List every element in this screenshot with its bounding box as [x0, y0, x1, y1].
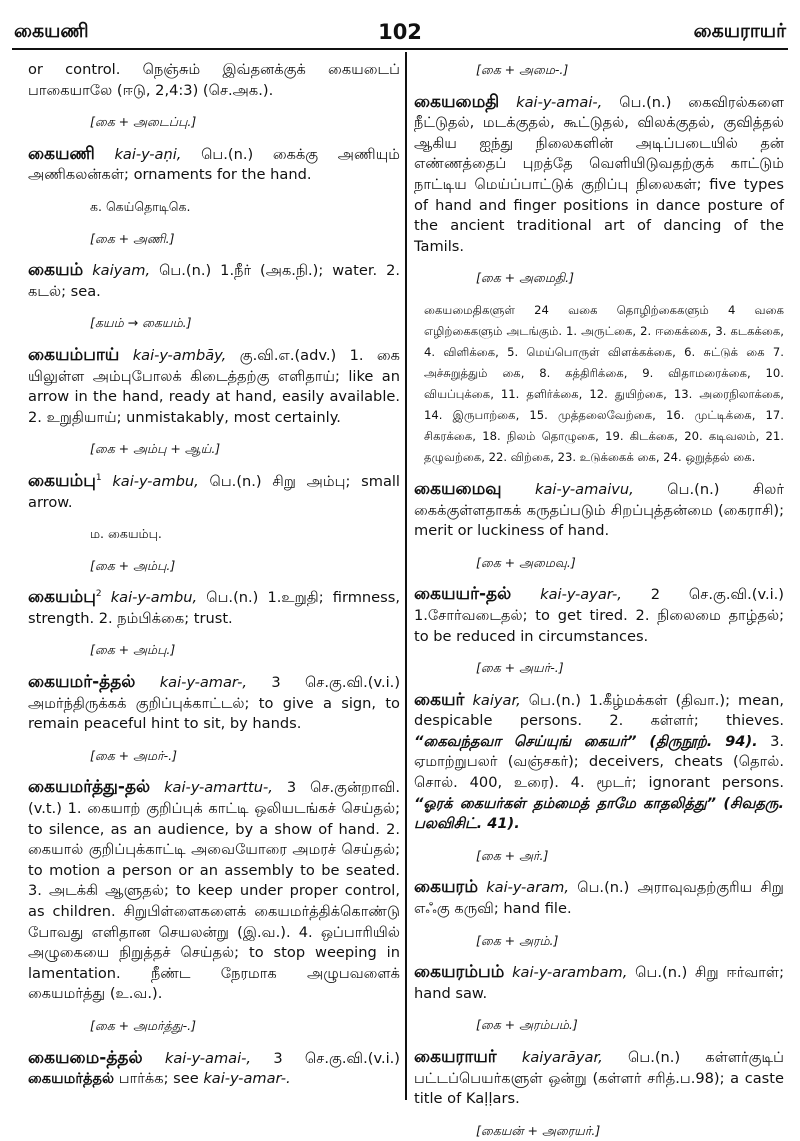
dictionary-entry	[414, 584, 784, 647]
transliteration: kai-y-amai-,	[164, 1049, 252, 1067]
dictionary-entry	[28, 1048, 400, 1090]
transliteration: kai-y-ayar-,	[540, 586, 622, 604]
right-column	[414, 60, 784, 1141]
cross-reference-headword: கையமர்த்தல்	[28, 1070, 115, 1088]
column-divider	[405, 52, 407, 1100]
dictionary-entry	[414, 962, 784, 1004]
dictionary-entry	[28, 471, 400, 513]
dictionary-entry	[414, 479, 784, 542]
headword: கையமர்-த்தல்	[28, 672, 136, 693]
etymology: [கை + அம்பு + ஆய்.]	[90, 441, 221, 457]
dictionary-entry	[28, 672, 400, 735]
definition-continued: 3. ஏமாற்றுபலர் (வஞ்சகர்); deceivers, cheats (தொல். சொல். 400, உரை). 4. மூடர்; ignorant persons.	[414, 732, 784, 792]
transliteration: kaiyarāyar,	[521, 1049, 603, 1066]
definition: பெ.(n.) 1.நீர் (அக.நி.); water. 2. கடல்; sea.	[28, 262, 401, 300]
etymology: [கை + அமர்-.]	[90, 747, 177, 763]
transliteration: kai-y-ambu,	[110, 589, 198, 607]
etymology: [கை + அமைதி.]	[476, 270, 574, 286]
transliteration: kai-y-ambāy,	[132, 346, 227, 364]
definition: 3 செ.கு.வி.(v.i.) அமர்ந்திருக்கக் குறிப்புக்காட்டல்; to give a sign, to remain peaceful hint to sit, by hands.	[28, 674, 401, 733]
etymology: [கை + அடைப்பு.]	[90, 114, 197, 130]
definition: பெ.(n.) 1.கீழ்மக்கள் (திவா.); mean, despicable persons. 2. கள்ளர்; thieves.	[414, 691, 785, 730]
etymology: [கை + அம்பு.]	[90, 557, 176, 573]
transliteration: kai-y-amaivu,	[535, 480, 634, 498]
dictionary-entry	[414, 877, 784, 919]
dictionary-entry	[28, 777, 400, 1005]
headword: கையமை-த்தல்	[28, 1047, 143, 1068]
homonym-number: 2	[95, 589, 102, 600]
definition: பெ.(n.) சிலர் கைக்குள்ளதாகக் கருதப்படும் சிறப்புத்தன்மை (கைராசி); merit or luckiness of hand.	[414, 480, 785, 540]
dictionary-entry	[28, 144, 400, 186]
headword: கையம்பு	[28, 470, 96, 491]
transliteration: kai-y-amar-,	[159, 674, 248, 692]
headword: கையமர்த்து-தல்	[28, 777, 151, 798]
etymology: [கை + அமை-.]	[476, 62, 569, 77]
quotation: “கைவந்தவா செய்யுங் கையர்” (திருநூற். 94).	[414, 732, 758, 750]
dictionary-entry	[28, 260, 400, 302]
definition: பெ.(n.) சிறு ஈர்வாள்; hand saw.	[414, 964, 785, 1002]
definition: 2 செ.கு.வி.(v.i.) 1.சோர்வடைதல்; to get tired. 2. நிலைமை தாழ்தல்; to be reduced in circumstances.	[414, 586, 784, 645]
etymology: [கை + அமைவு.]	[476, 554, 576, 570]
etymology: [கை + அணி.]	[90, 230, 175, 246]
dictionary-entry	[414, 92, 784, 258]
running-head-first-word: கையணி	[14, 20, 89, 42]
etymology: [கயம் → கையம்.]	[90, 315, 192, 331]
headword: கையரம்	[414, 877, 478, 898]
quotation: “ஓரக் கையர்கள் தம்மைத் தாமே காதலித்து” (சிவதரு. பலவிசிட். 41).	[414, 794, 784, 833]
etymology: [கை + அரம்.]	[476, 932, 559, 948]
transliteration: kai-y-aṇi,	[114, 145, 182, 163]
usage-note: கையமைதிகளுள் 24 வகை தொழிற்கைகளும் 4 வகை எழிற்கைகளும் அடங்கும். 1. அருட்கை, 2. ஈகைக்கை, 3. கடகக்கை, 4. விளிக்கை, 5. மெய்பொருள் விளக்கக்கை, 6. சுட்டுக் கை 7. அச்சுறுத்தும் கை, 8. கத்திரிக்கை, 9. விதாமரைக்கை, 10. வியப்புக்கை, 11. தளிர்க்கை, 12. துயிற்கை, 13. அரைநிலாக்கை, 14. இருபாற்கை, 15. முத்தலைவேற்கை, 16. முட்டிக்கை, 17. சிகரக்கை, 18. நிலம் தொழுகை, 19. கிடக்கை, 20. கடிவலம், 21. தழுவற்கை, 22. விற்கை, 23. உடுக்கைக் கை, 24. ஒறுத்தல் கை.	[424, 302, 784, 464]
header-rule	[12, 48, 788, 50]
cognate: க. கெய்தொடிகெ.	[90, 198, 191, 214]
definition: பெ.(n.) 1.உறுதி; firmness, strength. 2. நம்பிக்கை; trust.	[28, 589, 400, 627]
left-column	[28, 60, 400, 1090]
dictionary-entry	[28, 345, 400, 428]
transliteration: kai-y-arambam,	[512, 964, 628, 982]
headword: கையராயர்	[414, 1047, 497, 1067]
headword: கையம்பாய்	[28, 344, 120, 365]
etymology: [கை + அர்.]	[476, 847, 549, 863]
etymology: [கை + அம்பு.]	[90, 642, 176, 658]
headword: கையம்	[28, 260, 84, 281]
continued-text: or control. நெஞ்சும் இவ்தனக்குக் கையடைப் பாகையாலே (ஈடு, 2,4:3) (செ.அக.).	[28, 61, 400, 99]
dictionary-entry	[414, 690, 784, 835]
transliteration: kai-y-aram,	[486, 879, 570, 897]
definition: பெ.(n.) கைக்கு அணியும் அணிகலன்கள்; ornaments for the hand.	[28, 145, 400, 184]
definition: பெ.(n.) கைவிரல்களை நீட்டுதல், மடக்குதல், கூட்டுதல், விலக்குதல், குவித்தல் ஆகிய ஐந்து நிலைகளின் அடிப்படையில் தன் எண்ணத்தைப் புறத்தே வெளியிடுவதற்குக் காட்டும் நாட்டிய மெய்ப்பாட்டுக் குறிப்பு நிலைகள்; five types of hand and finger positions in dance posture of the ancient traditional art of dancing of the Tamils.	[414, 93, 785, 255]
etymology: [கை + அரம்பம்.]	[476, 1017, 578, 1033]
etymology: [கையன் + அரையர்.]	[476, 1122, 601, 1138]
definition: பெ.(n.) அராவுவதற்குரிய சிறு எஃகு கருவி; hand file.	[414, 879, 784, 918]
headword: கையரம்பம்	[414, 962, 505, 983]
etymology: [கை + அமர்த்து-.]	[90, 1017, 196, 1033]
homonym-number: 1	[95, 473, 102, 484]
cross-reference-text: பார்க்க; see	[118, 1070, 199, 1088]
headword: கையணி	[28, 143, 95, 164]
cross-reference-transliteration: kai-y-amar-.	[203, 1070, 291, 1088]
page-number: 102	[378, 20, 422, 44]
headword: கையம்பு	[28, 587, 96, 608]
transliteration: kai-y-amai-,	[516, 93, 603, 111]
dictionary-entry	[414, 1047, 784, 1110]
definition: பெ.(n.) கள்ளர்குடிப் பட்டப்பெயர்களுள் ஒன்று (கள்ளர் சரித்.ப.98); a caste title of Kaḷḷars.	[414, 1049, 785, 1108]
headword: கையமைவு	[414, 478, 502, 499]
definition: 3 செ.கு.வி.(v.i.)	[273, 1049, 400, 1067]
transliteration: kaiyam,	[92, 262, 151, 280]
etymology: [கை + அயர்-.]	[476, 660, 564, 676]
definition: பெ.(n.) சிறு அம்பு; small arrow.	[28, 472, 400, 511]
dictionary-entry	[28, 587, 400, 629]
definition: 3 செ.குன்றாவி. (v.t.) 1. கையாற் குறிப்புக் காட்டி ஒலியடங்கச் செய்தல்; to silence, as an audience, by a show of hand. 2. கையால் குறிப்புக்காட்டி அவையோரை அமரச் செய்தல்; to motion a person or an assembly to be seated. 3. அடக்கி ஆளுதல்; to keep under proper control, as children. சிறுபிள்ளைகளைக் கையமர்த்திக்கொண்டு போவது எளிதான செயலன்று (இ.வ.). 4. ஒப்பாரியில் அழுகையை நிறுத்தச் செய்தல்; to stop weeping in lamentation. நீண்ட நேரமாக அழுபவளைக் கையமர்த்து (உ.வ.).	[28, 779, 401, 1003]
page-header	[0, 0, 800, 46]
transliteration: kaiyar,	[472, 691, 521, 709]
cognate: ம. கையம்பு.	[90, 526, 162, 542]
definition: கு.வி.எ.(adv.) 1. கை யிலுள்ள அம்புபோலக் கிடைத்தற்கு எளிதாய்; like an arrow in the hand, ready at hand, easily available. 2. உறுதியாய்; unmistakably, most certainly.	[28, 346, 401, 426]
headword: கையர்	[414, 689, 465, 710]
transliteration: kai-y-amarttu-,	[164, 779, 273, 797]
headword: கையமைதி	[414, 91, 500, 112]
headword: கையயர்-தல்	[414, 584, 512, 605]
running-head-last-word: கையராயர்	[693, 20, 786, 42]
transliteration: kai-y-ambu,	[112, 472, 199, 490]
